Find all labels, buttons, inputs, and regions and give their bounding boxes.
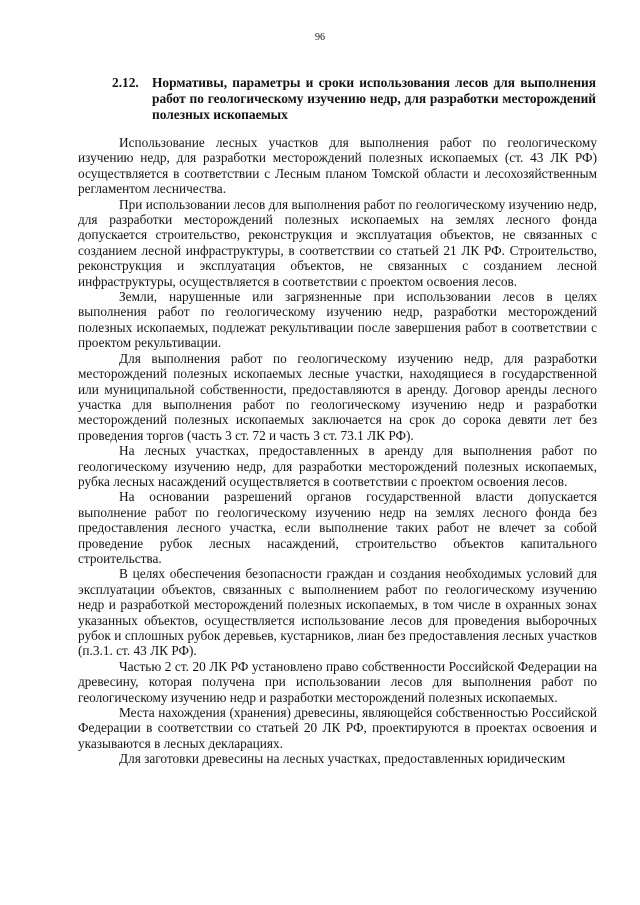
paragraph: На основании разрешений органов государственной власти допускается выполнение работ по геологическому изучению недр на землях лесного фонда без предоставления лесного участка, если выполнение таких работ не влечет за собой проведение рубок лесных насаждений, строительство объектов капитального строительства. — [78, 489, 597, 566]
section-title: Нормативы, параметры и сроки использования лесов для выполнения работ по геологическому изучению недр, для разработки месторождений полезных ископаемых — [152, 75, 596, 122]
paragraph: На лесных участках, предоставленных в аренду для выполнения работ по геологическому изучению недр, для разработки месторождений полезных ископаемых, рубка лесных насаждений осуществляется в соответствии с проектом освоения лесов. — [78, 443, 597, 489]
page-number: 96 — [315, 32, 325, 43]
paragraph: Земли, нарушенные или загрязненные при использовании лесов в целях выполнения работ по геологическому изучению недр, разработки месторождений полезных ископаемых, подлежат рекультивации после завершения работ в соответствии с проектом рекультивации. — [78, 289, 597, 351]
paragraph: Места нахождения (хранения) древесины, являющейся собственностью Российской Федерации в соответствии со статьей 20 ЛК РФ, проектируются в проектах освоения и указываются в лесных декларациях. — [78, 705, 597, 751]
paragraph: Для выполнения работ по геологическому изучению недр, для разработки месторождений полезных ископаемых лесные участки, находящиеся в государственной или муниципальной собственности, предоставляются в аренду. Договор аренды лесного участка для выполнения работ по геологическому изучению недр и разработки месторождений полезных ископаемых заключается на срок до сорока девяти лет без проведения торгов (часть 3 ст. 72 и часть 3 ст. 73.1 ЛК РФ). — [78, 350, 597, 443]
paragraph: Частью 2 ст. 20 ЛК РФ установлено право собственности Российской Федерации на древесину, которая получена при использовании лесов для выполнения работ по геологическому изучению недр и разработки месторождений полезных ископаемых. — [78, 658, 597, 705]
section-heading — [112, 75, 596, 123]
paragraph: Использование лесных участков для выполнения работ по геологическому изучению недр, для разработки месторождений полезных ископаемых (ст. 43 ЛК РФ) осуществляется в соответствии с Лесным планом Томской области и лесохозяйственным регламентом лесничества. — [78, 135, 597, 197]
section-number: 2.12. — [112, 75, 139, 90]
paragraph: Для заготовки древесины на лесных участках, предоставленных юридическим — [119, 751, 566, 767]
paragraph: При использовании лесов для выполнения работ по геологическому изучению недр, для разработки месторождений полезных ископаемых на землях лесного фонда допускается строительство, реконструкция и эксплуатация объектов, не связанных с созданием лесной инфраструктуры, в соответствии со статьей 21 ЛК РФ. Строительство, реконструкция и эксплуатация объектов, не связанных с созданием лесной инфраструктуры, осуществляется в соответствии с проектом освоения лесов. — [78, 196, 597, 289]
paragraph: В целях обеспечения безопасности граждан и создания необходимых условий для эксплуатации объектов, связанных с выполнением работ по геологическому изучению недр и разработкой месторождений полезных ископаемых, в том числе в охранных зонах указанных объектов, осуществляется использование лесов для проведения выборочных рубок и сплошных рубок деревьев, кустарников, лиан без предоставления лесных участков (п.3.1. ст. 43 ЛК РФ). — [78, 566, 597, 659]
body-text — [78, 135, 597, 767]
